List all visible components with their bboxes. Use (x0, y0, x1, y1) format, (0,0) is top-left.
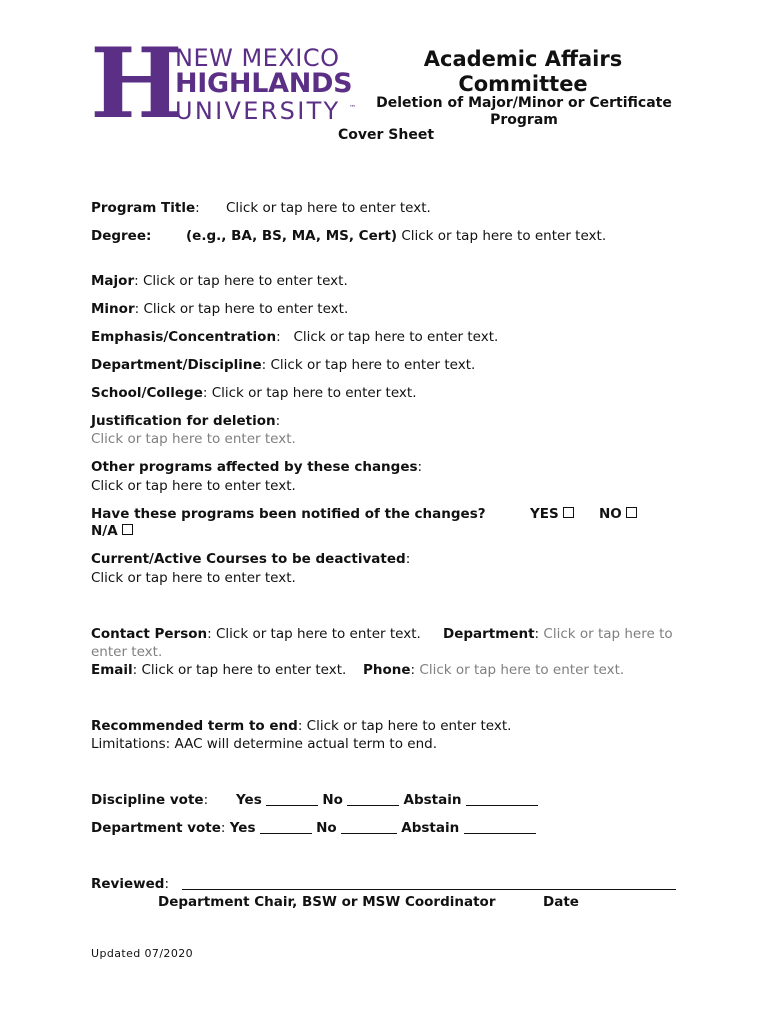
department-vote-label: Department vote (91, 820, 221, 836)
notified-question: Have these programs been notified of the changes? (91, 506, 486, 522)
email-field[interactable]: Click or tap here to enter text. (141, 662, 347, 678)
department-discipline-row: Department/Discipline: Click or tap here to enter text. (91, 357, 476, 373)
discipline-no-line[interactable] (347, 793, 399, 806)
department-field-part1[interactable]: Click or tap here to (543, 626, 673, 642)
yes-checkbox[interactable] (563, 507, 574, 518)
reviewed-row: Reviewed: (91, 876, 169, 892)
other-programs-row: Other programs affected by these changes: (91, 459, 423, 475)
department-vote-row: Department vote: Yes No Abstain (91, 820, 536, 836)
justification-label: Justification for deletion (91, 413, 276, 429)
program-title-row: Program Title: (91, 200, 200, 216)
discipline-vote-label: Discipline vote (91, 792, 204, 808)
emphasis-row: Emphasis/Concentration: Click or tap here to enter text. (91, 329, 499, 345)
reviewed-signature-line[interactable] (182, 876, 676, 890)
notified-no[interactable]: NO (599, 506, 637, 522)
justification-row: Justification for deletion: (91, 413, 281, 429)
minor-row: Minor: Click or tap here to enter text. (91, 301, 349, 317)
notified-na[interactable]: N/A (91, 523, 133, 539)
university-logo (90, 27, 361, 140)
department-no-line[interactable] (341, 821, 397, 834)
recommended-term-row: Recommended term to end: Click or tap here to enter text. (91, 718, 512, 734)
department-label: Department (443, 626, 535, 642)
logo-letter: H (90, 27, 183, 140)
department-discipline-field[interactable]: Click or tap here to enter text. (270, 357, 476, 373)
major-label: Major (91, 273, 135, 289)
updated-footer: Updated 07/2020 (91, 947, 194, 960)
recommended-term-field[interactable]: Click or tap here to enter text. (306, 718, 512, 734)
phone-label: Phone (363, 662, 411, 678)
department-discipline-label: Department/Discipline (91, 357, 262, 373)
school-college-row: School/College: Click or tap here to enter text. (91, 385, 417, 401)
school-college-field[interactable]: Click or tap here to enter text. (211, 385, 417, 401)
current-courses-field[interactable]: Click or tap here to enter text. (91, 570, 296, 586)
discipline-yes-line[interactable] (266, 793, 318, 806)
department-yes-line[interactable] (260, 821, 312, 834)
notified-yes[interactable]: YES (530, 506, 574, 522)
logo-line-1: NEW MEXICO (175, 44, 340, 72)
current-courses-label: Current/Active Courses to be deactivated (91, 551, 406, 567)
limitations-note: Limitations: AAC will determine actual term to end. (91, 736, 438, 752)
minor-field[interactable]: Click or tap here to enter text. (143, 301, 349, 317)
major-field[interactable]: Click or tap here to enter text. (142, 273, 348, 289)
discipline-vote-row: Discipline vote: (91, 792, 209, 808)
logo-line-2: HIGHLANDS (175, 68, 353, 99)
major-row: Major: Click or tap here to enter text. (91, 273, 348, 289)
school-college-label: School/College (91, 385, 203, 401)
department-row: Department: Click or tap here to (443, 626, 673, 642)
email-label: Email (91, 662, 133, 678)
degree-hint: (e.g., BA, BS, MA, MS, Cert) (186, 228, 398, 244)
logo-line-3: UNIVERSITY (175, 97, 341, 125)
page-title: Academic Affairs Committee (423, 47, 623, 96)
contact-person-field[interactable]: Click or tap here to enter text. (216, 626, 421, 642)
program-title-field[interactable]: Click or tap here to enter text. (226, 200, 431, 216)
na-checkbox[interactable] (122, 524, 133, 535)
phone-row: Phone: Click or tap here to enter text. (363, 662, 625, 678)
minor-label: Minor (91, 301, 135, 317)
emphasis-label: Emphasis/Concentration (91, 329, 277, 345)
email-row: Email: Click or tap here to enter text. (91, 662, 347, 678)
degree-row (186, 228, 606, 244)
logo-trademark: ™ (349, 104, 356, 112)
page-subtitle: Deletion of Major/Minor or Certificate Program (376, 95, 672, 128)
recommended-term-label: Recommended term to end (91, 718, 298, 734)
other-programs-label: Other programs affected by these changes (91, 459, 418, 475)
emphasis-field[interactable]: Click or tap here to enter text. (293, 329, 499, 345)
other-programs-field[interactable]: Click or tap here to enter text. (91, 478, 296, 494)
department-abstain-line[interactable] (464, 821, 536, 834)
phone-field[interactable]: Click or tap here to enter text. (419, 662, 625, 678)
program-title-label: Program Title (91, 200, 196, 216)
discipline-vote-options: Yes No Abstain (236, 792, 538, 808)
contact-person-row: Contact Person: Click or tap here to enter text. (91, 626, 421, 642)
department-field-part2[interactable]: enter text. (91, 644, 163, 660)
contact-person-label: Contact Person (91, 626, 208, 642)
no-checkbox[interactable] (626, 507, 637, 518)
degree-label: Degree: (91, 228, 152, 244)
cover-sheet-heading: Cover Sheet (338, 127, 435, 143)
reviewed-label: Reviewed (91, 876, 165, 892)
discipline-abstain-line[interactable] (466, 793, 538, 806)
justification-field[interactable]: Click or tap here to enter text. (91, 431, 296, 447)
signer-caption: Department Chair, BSW or MSW Coordinator (158, 894, 496, 910)
current-courses-row: Current/Active Courses to be deactivated: (91, 551, 411, 567)
date-caption: Date (543, 894, 579, 910)
degree-field[interactable]: Click or tap here to enter text. (401, 228, 607, 244)
